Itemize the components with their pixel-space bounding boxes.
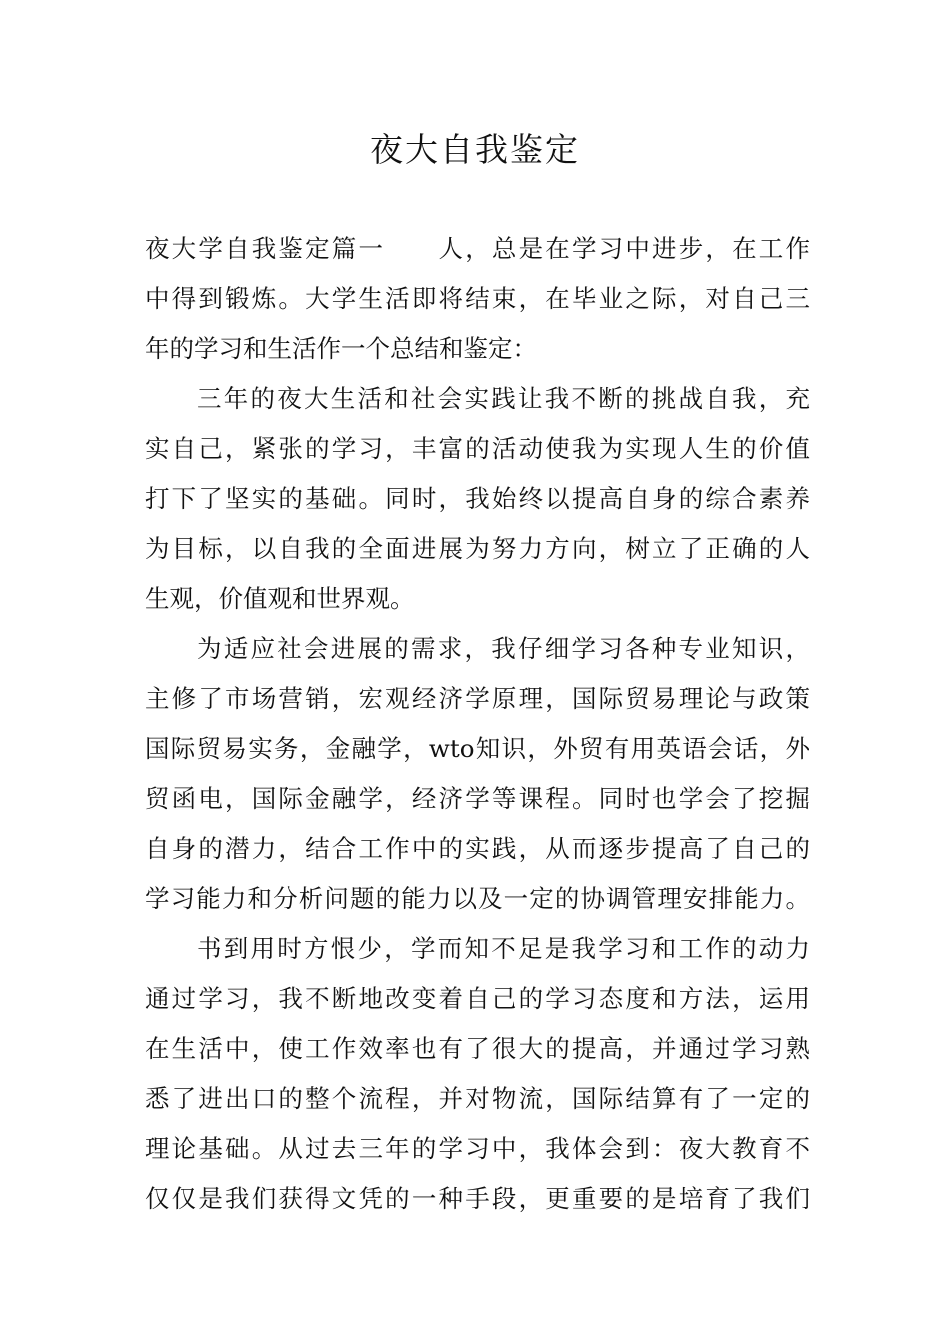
text-line: 主修了市场营销，宏观经济学原理，国际贸易理论与政策 bbox=[145, 684, 810, 713]
text-line: 打下了坚实的基础。同时，我始终以提高自身的综合素养 bbox=[145, 484, 810, 513]
text-line: 在生活中，使工作效率也有了很大的提高，并通过学习熟 bbox=[145, 1034, 810, 1063]
text-line: 悉了进出口的整个流程，并对物流，国际结算有了一定的 bbox=[145, 1084, 810, 1113]
text-line: 为目标，以自我的全面进展为努力方向，树立了正确的人 bbox=[145, 534, 810, 563]
text-line: 年的学习和生活作一个总结和鉴定： bbox=[145, 334, 537, 363]
text-line: 贸函电，国际金融学，经济学等课程。同时也学会了挖掘 bbox=[145, 784, 810, 813]
text-line: 仅仅是我们获得文凭的一种手段，更重要的是培育了我们 bbox=[145, 1184, 810, 1213]
text-line: 理论基础。从过去三年的学习中，我体会到：夜大教育不 bbox=[145, 1134, 810, 1163]
text-line: 实自己，紧张的学习，丰富的活动使我为实现人生的价值 bbox=[145, 434, 810, 463]
document-title: 夜大自我鉴定 bbox=[370, 130, 580, 169]
text-line: 学习能力和分析问题的能力以及一定的协调管理安排能力。 bbox=[145, 884, 810, 913]
text-line: 自身的潜力，结合工作中的实践，从而逐步提高了自己的 bbox=[145, 834, 810, 863]
text-line: 生观，价值观和世界观。 bbox=[145, 584, 415, 613]
text-line: 为适应社会进展的需求，我仔细学习各种专业知识， bbox=[197, 634, 810, 663]
text-line: 夜大学自我鉴定篇一 人，总是在学习中进步，在工作 bbox=[145, 234, 810, 263]
text-line: 国际贸易实务，金融学，wto知识，外贸有用英语会话，外 bbox=[145, 734, 810, 763]
text-line: 通过学习，我不断地改变着自己的学习态度和方法，运用 bbox=[145, 984, 810, 1013]
text-line: 三年的夜大生活和社会实践让我不断的挑战自我，充 bbox=[197, 384, 810, 413]
text-line: 书到用时方恨少，学而知不足是我学习和工作的动力 bbox=[197, 934, 810, 963]
document-body bbox=[145, 224, 810, 1224]
text-line: 中得到锻炼。大学生活即将结束，在毕业之际，对自己三 bbox=[145, 284, 810, 313]
